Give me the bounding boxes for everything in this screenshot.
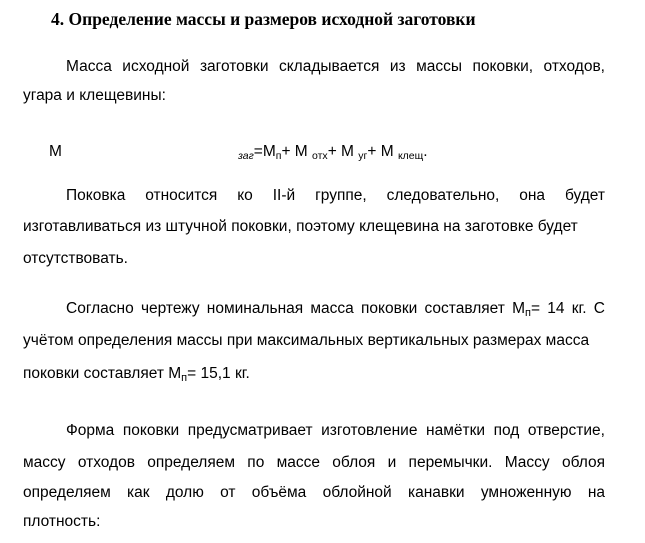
- formula-term2-subscript: отх: [312, 150, 328, 162]
- paragraph-1-line-2: угара и клещевины:: [23, 87, 166, 104]
- paragraph-4-line-4: плотность:: [23, 513, 101, 530]
- paragraph-3-line-1: [66, 300, 605, 319]
- paragraph-4-line-1: Форма поковки предусматривает изготовление намётки под отверстие,: [66, 422, 605, 439]
- formula-term4-subscript: клещ: [397, 150, 424, 162]
- paragraph-3-line-3-subscript: п: [181, 372, 188, 384]
- paragraph-3-line-3: [23, 365, 250, 384]
- paragraph-2-line-3: отсутствовать.: [23, 250, 128, 267]
- paragraph-3-line-2: учётом определения массы при максимальных вертикальных размерах масса: [23, 332, 590, 349]
- paragraph-3-line-1-a: Согласно чертежу номинальная масса поковки составляет М: [66, 300, 526, 317]
- formula-term3-subscript: уг: [358, 150, 368, 162]
- paragraph-3-line-3-a: поковки составляет М: [23, 365, 182, 382]
- formula-lhs: М: [49, 143, 62, 160]
- formula-term1-subscript: п: [275, 150, 282, 162]
- formula-eq: =М: [253, 143, 276, 160]
- paragraph-3-line-1-b: = 14 кг. С: [530, 300, 605, 317]
- paragraph-4-line-3: определяем как долю от объёма облойной канавки умноженную на: [23, 484, 605, 501]
- formula-plus-1: + М: [281, 143, 313, 160]
- mass-formula: [0, 140, 645, 166]
- paragraph-4-line-2: массу отходов определяем по массе облоя и перемычки. Массу облоя: [23, 454, 605, 471]
- paragraph-2-line-2: изготавливаться из штучной поковки, поэтому клещевина на заготовке будет: [23, 218, 578, 235]
- section-heading: 4. Определение массы и размеров исходной заготовки: [51, 9, 476, 29]
- paragraph-3-line-3-b: = 15,1 кг.: [187, 365, 250, 382]
- formula-end: .: [423, 143, 428, 160]
- formula-plus-2: + М: [327, 143, 359, 160]
- formula-rhs: [238, 143, 428, 162]
- formula-plus-3: + М: [367, 143, 398, 160]
- paragraph-2-line-1: Поковка относится ко II-й группе, следовательно, она будет: [66, 187, 605, 204]
- formula-lhs-subscript: заг: [238, 150, 254, 162]
- paragraph-1-line-1: Масса исходной заготовки складывается из массы поковки, отходов,: [66, 58, 605, 75]
- paragraph-3-line-1-subscript: п: [525, 307, 531, 319]
